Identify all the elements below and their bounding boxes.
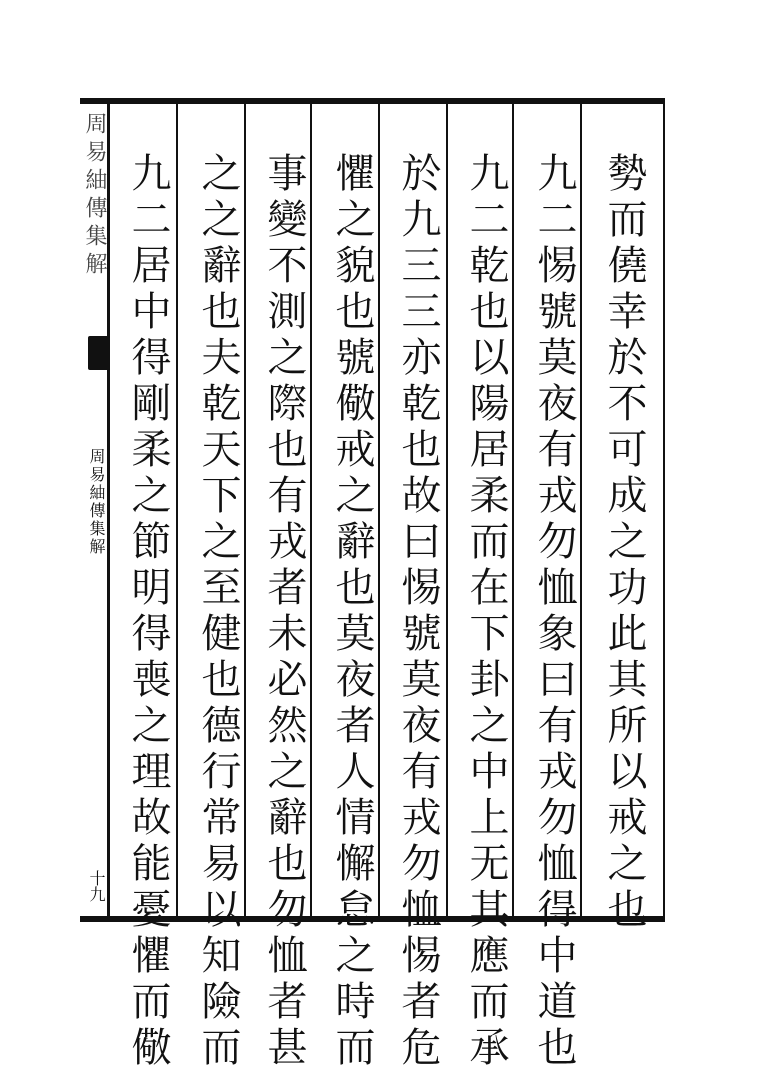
- column-rule: [446, 104, 448, 916]
- text-column-7: 之之辭也夫乾天下之至健也德行常易以知險而: [195, 152, 241, 1072]
- text-column-2: 九二惕號莫夜有戎勿恤象曰有戎勿恤得中道也: [531, 152, 577, 1072]
- margin-faded-text: 周易紬傳集解: [82, 112, 107, 280]
- text-column-3: 九二乾也以陽居柔而在下卦之中上无其應而承: [463, 152, 509, 1072]
- margin-fish-tail-mark: [88, 336, 110, 370]
- text-column-1: 勢而僥幸於不可成之功此其所以戒之也: [601, 152, 647, 934]
- text-column-4: 於九三三亦乾也故曰惕號莫夜有戎勿恤惕者危: [395, 152, 441, 1072]
- margin-page-number: 十九: [87, 870, 106, 902]
- column-rule: [176, 104, 178, 916]
- margin-book-title: 周易紬傳集解: [87, 448, 106, 556]
- text-column-8: 九二居中得剛柔之節明得喪之理故能憂懼而儆: [125, 152, 171, 1072]
- text-column-5: 懼之貌也號儆戒之辭也莫夜者人情懈怠之時而: [329, 152, 375, 1072]
- text-column-6: 事變不測之際也有戎者未必然之辭也勿恤者甚: [261, 152, 307, 1072]
